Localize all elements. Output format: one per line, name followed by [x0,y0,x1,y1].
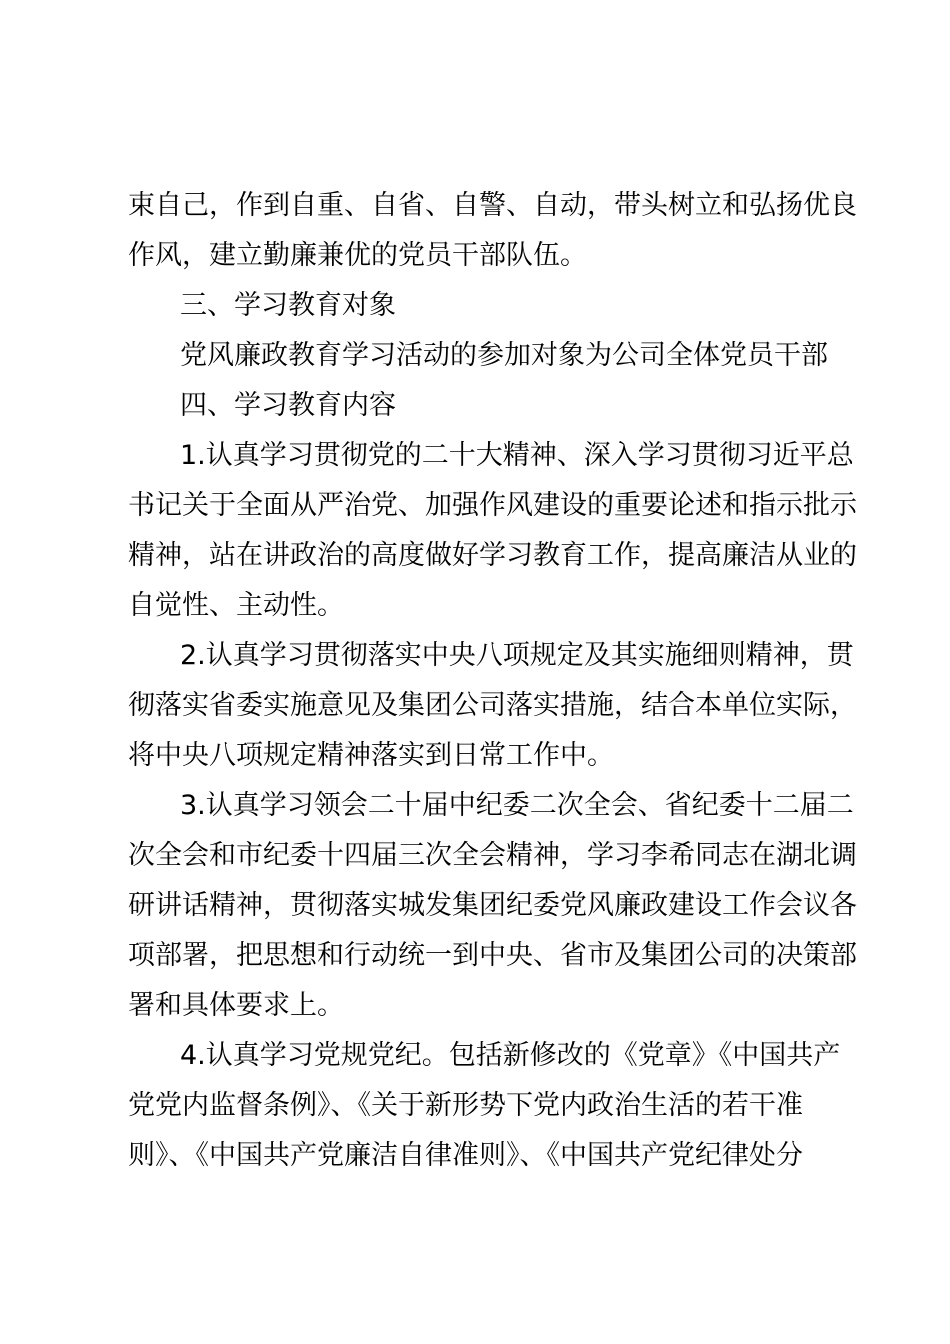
text-line: 2.认真学习贯彻落实中央八项规定及其实施细则精神，贯 [180,640,854,671]
text-line: 则》、《中国共产党廉洁自律准则》、《中国共产党纪律处分 [128,1140,803,1171]
text-line: 党党内监督条例》、《关于新形势下党内政治生活的若干准 [128,1090,803,1121]
text-line: 将中央八项规定精神落实到日常工作中。 [128,740,614,771]
text-line: 项部署，把思想和行动统一到中央、省市及集团公司的决策部 [128,940,857,971]
section-heading: 三、学习教育对象 [180,290,396,321]
text-line: 署和具体要求上。 [128,990,344,1021]
text-line: 精神，站在讲政治的高度做好学习教育工作，提高廉洁从业的 [128,540,857,571]
section-heading: 四、学习教育内容 [180,390,396,421]
text-line: 3.认真学习领会二十届中纪委二次全会、省纪委十二届二 [180,790,854,821]
text-line: 党风廉政教育学习活动的参加对象为公司全体党员干部 [180,340,828,371]
text-line: 束自己，作到自重、自省、自警、自动，带头树立和弘扬优良 [128,190,857,221]
text-line: 作风，建立勤廉兼优的党员干部队伍。 [128,240,587,271]
text-line: 彻落实省委实施意见及集团公司落实措施，结合本单位实际， [128,690,857,721]
text-line: 次全会和市纪委十四届三次全会精神，学习李希同志在湖北调 [128,840,857,871]
text-line: 自觉性、主动性。 [128,590,344,621]
text-line: 4.认真学习党规党纪。包括新修改的《党章》《中国共产 [180,1040,841,1071]
text-line: 研讲话精神，贯彻落实城发集团纪委党风廉政建设工作会议各 [128,890,857,921]
text-line: 书记关于全面从严治党、加强作风建设的重要论述和指示批示 [128,490,857,521]
text-line: 1.认真学习贯彻党的二十大精神、深入学习贯彻习近平总 [180,440,854,471]
